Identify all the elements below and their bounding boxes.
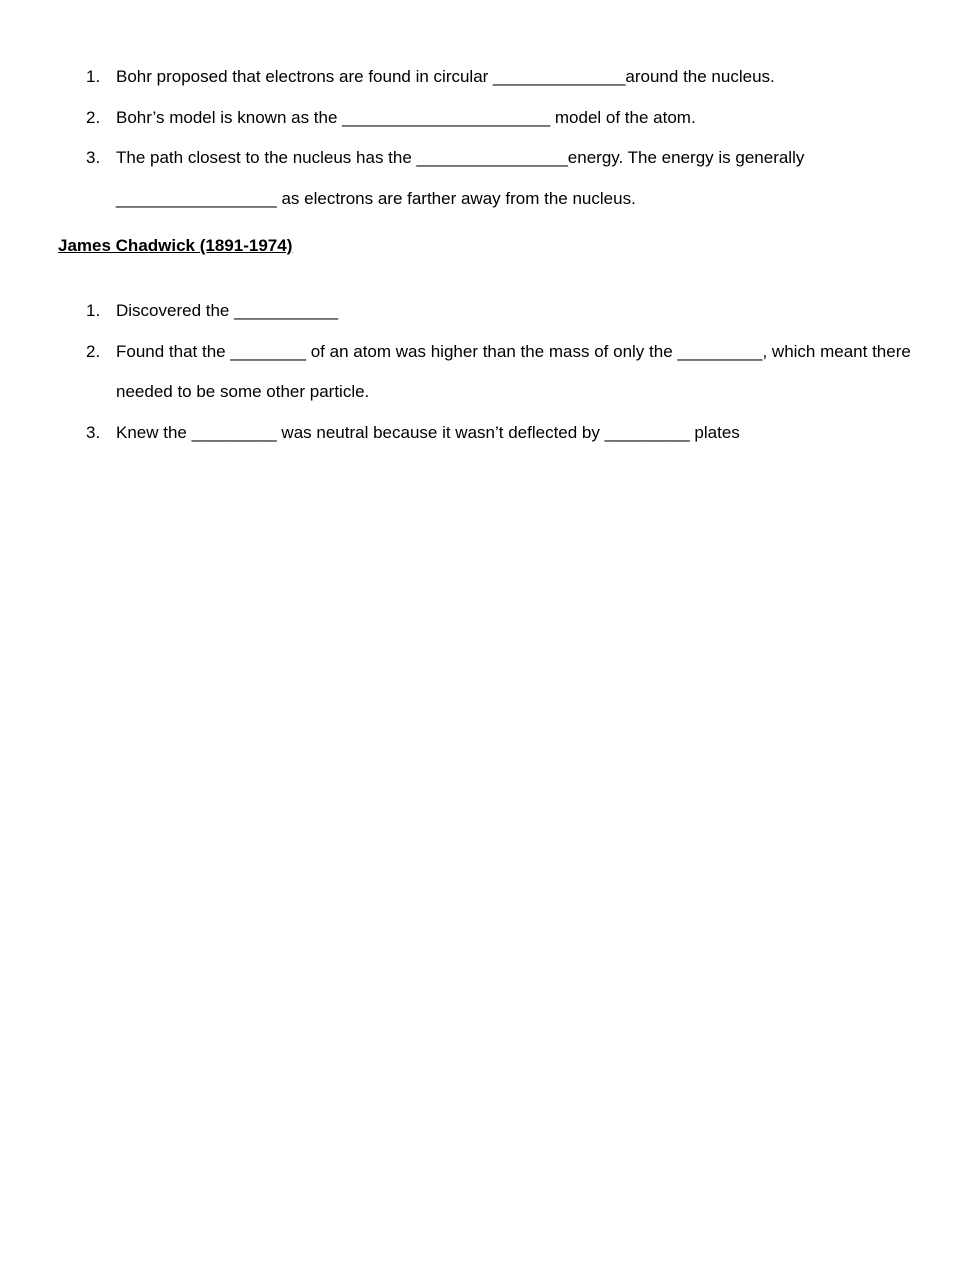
item-number: 2. [86, 107, 101, 127]
item-text: Knew the _________ was neutral because it wasn’t deflected by _________ plates [116, 422, 740, 442]
item-number: 2. [86, 341, 101, 361]
list-item [0, 332, 979, 413]
item-text: Discovered the ___________ [116, 301, 339, 320]
item-text: The path closest to the nucleus has the ________________energy. The energy is generally _________________ as electrons are farther away from the nucleus. [116, 148, 805, 208]
list-item [0, 413, 979, 454]
list-item [0, 291, 979, 332]
chadwick-question-list [0, 291, 979, 453]
item-number: 3. [86, 148, 101, 167]
item-text: Found that the ________ of an atom was higher than the mass of only the _________, which meant there needed to be some other particle. [116, 341, 911, 401]
bohr-question-list [0, 57, 979, 219]
item-text: Bohr’s model is known as the ______________________ model of the atom. [116, 107, 696, 127]
item-number: 1. [86, 301, 101, 320]
item-text: Bohr proposed that electrons are found in circular ______________around the nucleus. [116, 67, 775, 86]
item-number: 3. [86, 422, 101, 442]
item-number: 1. [86, 67, 101, 86]
list-item [0, 57, 979, 98]
list-item [0, 138, 979, 219]
list-item [0, 98, 979, 139]
section-heading-chadwick: James Chadwick (1891-1974) [58, 236, 293, 255]
